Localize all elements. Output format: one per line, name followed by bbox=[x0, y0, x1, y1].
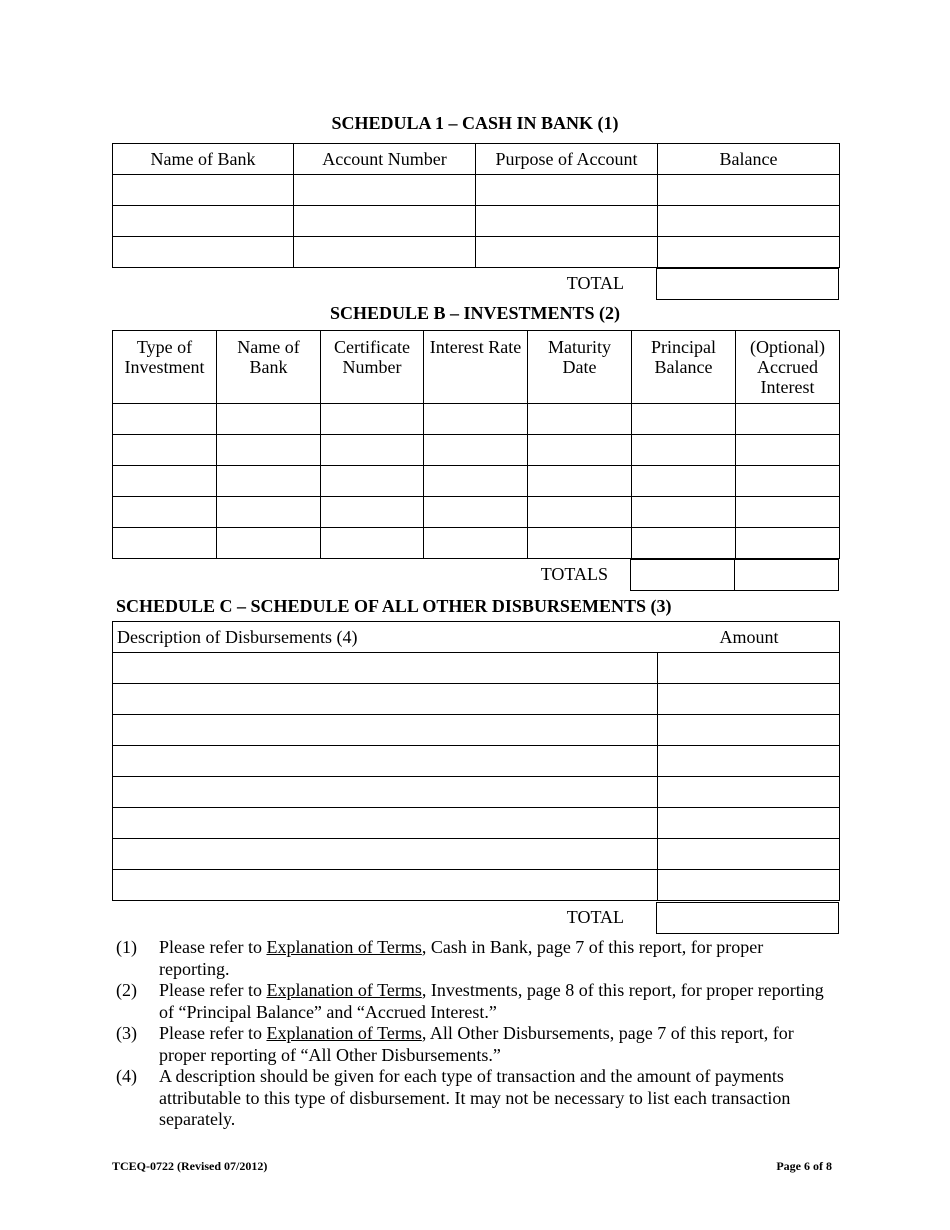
footnote-post: , All Other Disbursements, page 7 of this report, for proper reporting of “All Other Disbursements.” bbox=[159, 1023, 794, 1065]
input-cell[interactable] bbox=[321, 528, 424, 559]
schedule-a-header-name-of-bank: Name of Bank bbox=[113, 144, 294, 175]
header-line: Principal bbox=[651, 337, 716, 357]
table-row bbox=[113, 684, 840, 715]
schedule-b-total-accrued-box[interactable] bbox=[734, 559, 839, 591]
explanation-of-terms-link[interactable]: Explanation of Terms bbox=[266, 937, 422, 957]
header-line: Accrued bbox=[757, 357, 818, 377]
input-cell[interactable] bbox=[658, 777, 840, 808]
input-cell[interactable] bbox=[217, 466, 321, 497]
input-cell[interactable] bbox=[217, 497, 321, 528]
input-cell[interactable] bbox=[632, 497, 736, 528]
header-line: Maturity bbox=[548, 337, 611, 357]
footnote-2 bbox=[116, 980, 836, 1023]
footnote-pre: Please refer to bbox=[159, 1023, 267, 1043]
table-row bbox=[113, 497, 840, 528]
input-cell[interactable] bbox=[424, 435, 528, 466]
input-cell[interactable] bbox=[424, 528, 528, 559]
header-line: Date bbox=[562, 357, 597, 377]
table-row bbox=[113, 777, 840, 808]
header-line: Balance bbox=[654, 357, 713, 377]
table-row bbox=[113, 746, 840, 777]
input-cell[interactable] bbox=[736, 404, 840, 435]
input-cell[interactable] bbox=[658, 237, 840, 268]
input-cell[interactable] bbox=[321, 404, 424, 435]
input-cell[interactable] bbox=[113, 839, 658, 870]
input-cell[interactable] bbox=[113, 684, 658, 715]
table-row bbox=[113, 206, 840, 237]
header-line: Interest bbox=[760, 377, 815, 397]
input-cell[interactable] bbox=[658, 684, 840, 715]
schedule-c-header-amount: Amount bbox=[719, 627, 779, 647]
schedule-b-header-maturity bbox=[528, 331, 632, 404]
input-cell[interactable] bbox=[113, 808, 658, 839]
footnote-number: (1) bbox=[116, 937, 137, 957]
schedule-a-header-account-number: Account Number bbox=[294, 144, 476, 175]
table-row bbox=[113, 175, 840, 206]
input-cell[interactable] bbox=[736, 435, 840, 466]
schedule-a-header-row bbox=[113, 144, 840, 175]
input-cell[interactable] bbox=[658, 175, 840, 206]
footnote-pre: A description should be given for each type of transaction and the amount of payments attributable to this type of disbursement. It may not be necessary to list each transaction separately. bbox=[159, 1066, 791, 1129]
input-cell[interactable] bbox=[632, 528, 736, 559]
schedule-c-total-box[interactable] bbox=[656, 902, 839, 934]
header-line: (Optional) bbox=[750, 337, 825, 357]
form-id: TCEQ-0722 (Revised 07/2012) bbox=[112, 1159, 268, 1173]
input-cell[interactable] bbox=[217, 435, 321, 466]
footnote-text bbox=[159, 980, 836, 1023]
input-cell[interactable] bbox=[113, 237, 294, 268]
schedule-a-header-purpose: Purpose of Account bbox=[476, 144, 658, 175]
schedule-c-table bbox=[112, 621, 840, 901]
input-cell[interactable] bbox=[736, 528, 840, 559]
input-cell[interactable] bbox=[658, 653, 840, 684]
footnote-post: , Cash in Bank, page 7 of this report, for proper reporting. bbox=[159, 937, 764, 979]
input-cell[interactable] bbox=[658, 808, 840, 839]
footnote-1 bbox=[116, 937, 836, 980]
schedule-a-total-label: TOTAL bbox=[566, 273, 624, 293]
input-cell[interactable] bbox=[294, 206, 476, 237]
input-cell[interactable] bbox=[736, 497, 840, 528]
header-line: Name of bbox=[237, 337, 300, 357]
input-cell[interactable] bbox=[528, 404, 632, 435]
schedule-a-total-box[interactable] bbox=[656, 268, 839, 300]
input-cell[interactable] bbox=[321, 466, 424, 497]
input-cell[interactable] bbox=[476, 237, 658, 268]
table-row bbox=[113, 715, 840, 746]
header-line: Interest Rate bbox=[429, 337, 522, 357]
table-row bbox=[113, 528, 840, 559]
footnote-number: (2) bbox=[116, 980, 137, 1000]
input-cell[interactable] bbox=[113, 175, 294, 206]
schedule-b-header-certificate bbox=[321, 331, 424, 404]
schedule-b-header-accrued bbox=[736, 331, 840, 404]
schedule-b-totals-label: TOTALS bbox=[540, 564, 608, 584]
schedule-b-header-row bbox=[113, 331, 840, 404]
input-cell[interactable] bbox=[476, 175, 658, 206]
header-line: Certificate bbox=[334, 337, 410, 357]
header-line: Bank bbox=[249, 357, 288, 377]
footnote-text bbox=[159, 937, 836, 980]
input-cell[interactable] bbox=[113, 435, 217, 466]
footnote-text bbox=[159, 1023, 836, 1066]
input-cell[interactable] bbox=[113, 746, 658, 777]
table-row bbox=[113, 466, 840, 497]
input-cell[interactable] bbox=[658, 715, 840, 746]
input-cell[interactable] bbox=[528, 435, 632, 466]
schedule-b-header-interest-rate bbox=[424, 331, 528, 404]
input-cell[interactable] bbox=[217, 528, 321, 559]
input-cell[interactable] bbox=[294, 175, 476, 206]
schedule-b-table bbox=[112, 330, 840, 559]
input-cell[interactable] bbox=[113, 206, 294, 237]
input-cell[interactable] bbox=[113, 777, 658, 808]
input-cell[interactable] bbox=[632, 404, 736, 435]
input-cell[interactable] bbox=[528, 528, 632, 559]
input-cell[interactable] bbox=[424, 466, 528, 497]
header-line: Type of bbox=[136, 337, 193, 357]
input-cell[interactable] bbox=[658, 870, 840, 901]
footnote-pre: Please refer to bbox=[159, 980, 267, 1000]
schedule-a-title: SCHEDULA 1 – CASH IN BANK (1) bbox=[331, 113, 619, 133]
explanation-of-terms-link[interactable]: Explanation of Terms bbox=[266, 1023, 422, 1043]
footnote-post: , Investments, page 8 of this report, for proper reporting of “Principal Balance” and “Accrued Interest.” bbox=[159, 980, 824, 1022]
table-row bbox=[113, 653, 840, 684]
input-cell[interactable] bbox=[113, 715, 658, 746]
input-cell[interactable] bbox=[113, 466, 217, 497]
schedule-b-title: SCHEDULE B – INVESTMENTS (2) bbox=[329, 303, 621, 323]
explanation-of-terms-link[interactable]: Explanation of Terms bbox=[266, 980, 422, 1000]
footnotes bbox=[116, 937, 836, 1131]
schedule-b-header-bank bbox=[217, 331, 321, 404]
footnote-text bbox=[159, 1066, 836, 1131]
table-row bbox=[113, 237, 840, 268]
table-row bbox=[113, 839, 840, 870]
footnote-4 bbox=[116, 1066, 836, 1131]
schedule-a-header-balance: Balance bbox=[658, 144, 840, 175]
footnote-pre: Please refer to bbox=[159, 937, 267, 957]
schedule-c-header-row bbox=[113, 622, 840, 653]
input-cell[interactable] bbox=[658, 206, 840, 237]
schedule-c-header-description: Description of Disbursements (4) bbox=[117, 627, 358, 647]
header-line: Number bbox=[342, 357, 402, 377]
header-line: Investment bbox=[124, 357, 205, 377]
input-cell[interactable] bbox=[113, 870, 658, 901]
input-cell[interactable] bbox=[424, 497, 528, 528]
schedule-b-header-type bbox=[113, 331, 217, 404]
input-cell[interactable] bbox=[294, 237, 476, 268]
input-cell[interactable] bbox=[658, 746, 840, 777]
schedule-c-title: SCHEDULE C – SCHEDULE OF ALL OTHER DISBURSEMENTS (3) bbox=[116, 596, 672, 616]
input-cell[interactable] bbox=[632, 466, 736, 497]
input-cell[interactable] bbox=[217, 404, 321, 435]
table-row bbox=[113, 435, 840, 466]
schedule-b-total-principal-box[interactable] bbox=[630, 559, 735, 591]
input-cell[interactable] bbox=[476, 206, 658, 237]
schedule-b-header-principal bbox=[632, 331, 736, 404]
input-cell[interactable] bbox=[736, 466, 840, 497]
input-cell[interactable] bbox=[632, 435, 736, 466]
schedule-c-total-label: TOTAL bbox=[566, 907, 624, 927]
input-cell[interactable] bbox=[321, 497, 424, 528]
table-row bbox=[113, 808, 840, 839]
input-cell[interactable] bbox=[658, 839, 840, 870]
input-cell[interactable] bbox=[113, 497, 217, 528]
footnote-3 bbox=[116, 1023, 836, 1066]
input-cell[interactable] bbox=[528, 466, 632, 497]
input-cell[interactable] bbox=[321, 435, 424, 466]
footnote-number: (4) bbox=[116, 1066, 137, 1086]
input-cell[interactable] bbox=[113, 653, 658, 684]
schedule-c-header-cell bbox=[113, 622, 840, 653]
table-row bbox=[113, 870, 840, 901]
schedule-a-table bbox=[112, 143, 840, 268]
input-cell[interactable] bbox=[528, 497, 632, 528]
page-number: Page 6 of 8 bbox=[776, 1159, 832, 1173]
footnote-number: (3) bbox=[116, 1023, 137, 1043]
input-cell[interactable] bbox=[113, 404, 217, 435]
input-cell[interactable] bbox=[424, 404, 528, 435]
table-row bbox=[113, 404, 840, 435]
input-cell[interactable] bbox=[113, 528, 217, 559]
